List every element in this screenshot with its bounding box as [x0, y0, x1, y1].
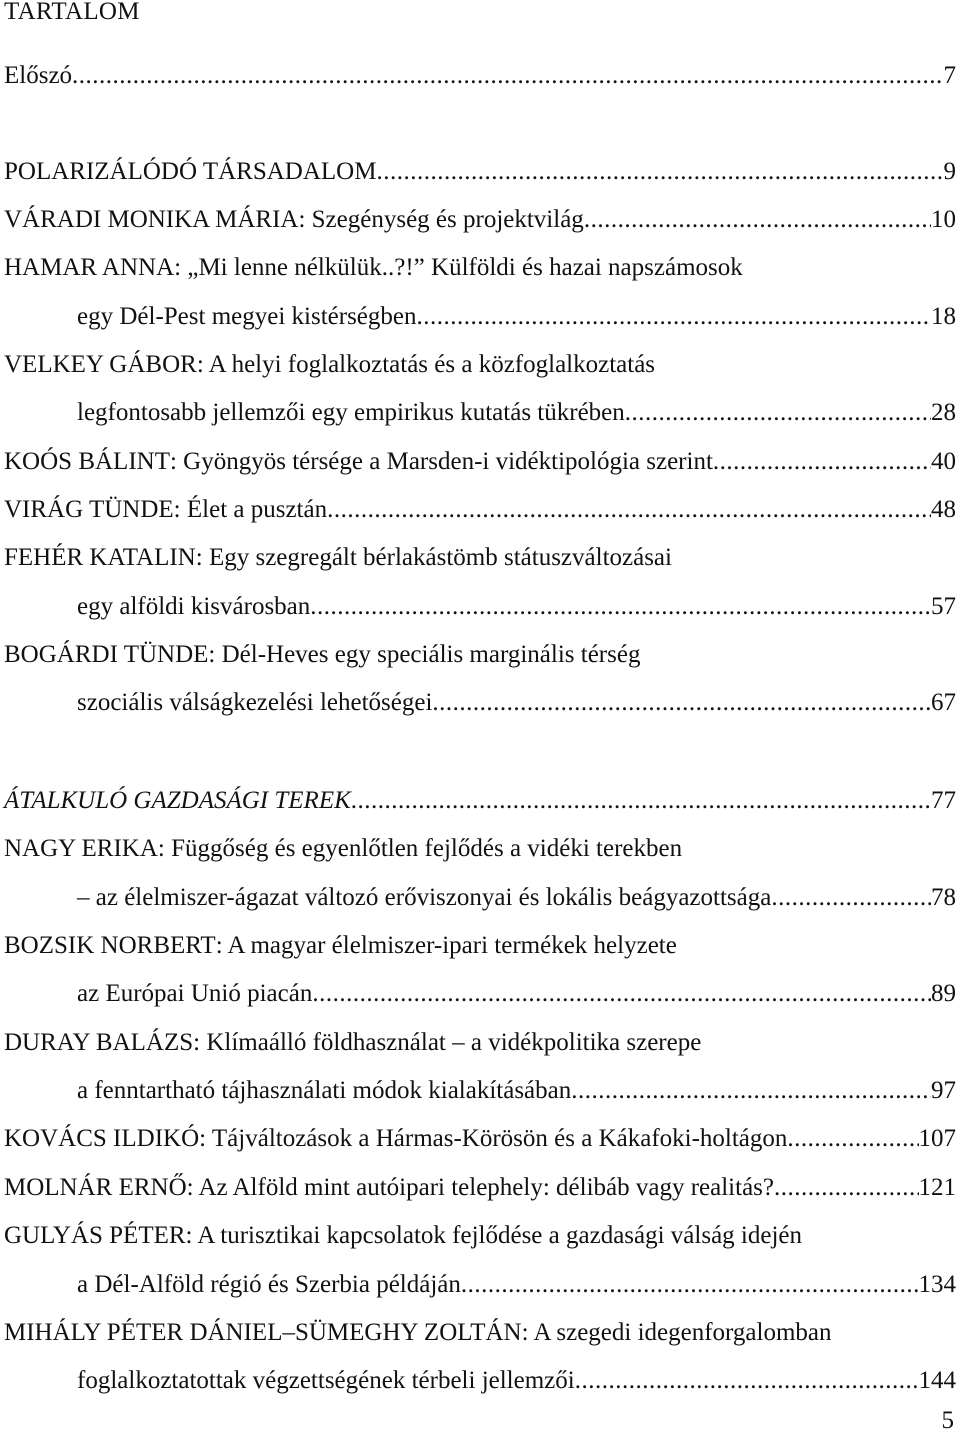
entry-author: HAMAR ANNA: [4, 254, 175, 281]
entry-title: A szegedi idegenforgalomban: [533, 1319, 832, 1346]
toc-entry-hamar: [4, 251, 956, 285]
entry-title: Függőség és egyenlőtlen fejlődés a vidéki terekben: [171, 835, 683, 862]
entry-text: [4, 348, 655, 382]
toc-entry-continuation: [77, 1364, 956, 1398]
entry-title: Gyöngyös térsége a Marsden-i vidéktipológia szerint: [183, 448, 713, 475]
entry-text: [4, 1026, 701, 1060]
entry-title: Az Alföld mint autóipari telephely: délibáb vagy realitás?: [198, 1174, 774, 1201]
page-number: 9: [943, 158, 956, 185]
page-number: 48: [931, 496, 956, 523]
author-separator: :: [193, 1029, 201, 1056]
toc-entry-continuation: [77, 686, 956, 720]
leader-dots: [571, 1074, 931, 1108]
entry-title-continuation: egy alföldi kisvárosban: [77, 593, 311, 620]
entry-title: Szegénység és projektvilág: [311, 206, 584, 233]
entry-title-continuation: a Dél-Alföld régió és Szerbia példáján: [77, 1271, 461, 1298]
toc-entry-virag: [4, 493, 956, 527]
author-separator: :: [157, 835, 165, 862]
toc-section-polarizalodo: [4, 155, 956, 189]
entry-title: Dél-Heves egy speciális marginális térség: [221, 641, 641, 668]
entry-title-continuation: foglalkoztatottak végzettségének térbeli jellemzői: [77, 1367, 575, 1394]
toc-entry-duray: [4, 1026, 956, 1060]
page-number: 10: [931, 206, 956, 233]
leader-dots: [787, 1122, 918, 1156]
page-number: 28: [931, 399, 956, 426]
folio-page-number: 5: [941, 1407, 954, 1434]
leader-dots: [774, 1171, 919, 1205]
author-separator: :: [195, 544, 203, 571]
toc-entry-bozsik: [4, 929, 956, 963]
author-separator: :: [174, 254, 182, 281]
entry-text: [4, 445, 713, 479]
entry-author: BOGÁRDI TÜNDE: [4, 641, 209, 668]
leader-dots: [351, 784, 931, 818]
author-separator: :: [186, 1174, 194, 1201]
leader-dots: [625, 396, 931, 430]
entry-text: [4, 929, 677, 963]
toc-entry-gulyas: [4, 1219, 956, 1253]
entry-title-continuation: szociális válságkezelési lehetőségei: [77, 689, 433, 716]
leader-dots: [327, 493, 931, 527]
toc-heading: TARTALOM: [4, 0, 140, 25]
entry-title: Egy szegregált bérlakástömb státuszváltozásai: [208, 544, 672, 571]
leader-dots: [376, 155, 943, 189]
page-number: 78: [931, 884, 956, 911]
page-number: 89: [931, 980, 956, 1007]
entry-title-continuation: – az élelmiszer-ágazat változó erőviszonyai és lokális beágyazottsága: [77, 884, 772, 911]
entry-title: A helyi foglalkoztatás és a közfoglalkoztatás: [208, 351, 656, 378]
entry-author: BOZSIK NORBERT: [4, 932, 216, 959]
author-separator: :: [215, 932, 223, 959]
entry-author: GULYÁS PÉTER: [4, 1222, 186, 1249]
entry-text: [4, 1316, 832, 1350]
section-title: POLARIZÁLÓDÓ TÁRSADALOM: [4, 158, 377, 185]
toc-entry-varadi: [4, 203, 956, 237]
entry-title: Klímaálló földhasználat – a vidékpolitika szerepe: [206, 1029, 702, 1056]
entry-author: MOLNÁR ERNŐ: [4, 1174, 187, 1201]
toc-entry-velkey: [4, 348, 956, 382]
toc-entry-continuation: [77, 1074, 956, 1108]
page-number: 18: [931, 303, 956, 330]
entry-title-continuation: legfontosabb jellemzői egy empirikus kutatás tükrében: [77, 399, 625, 426]
toc-entry-kovacs: [4, 1122, 956, 1156]
author-separator: :: [173, 496, 181, 523]
toc-entry-continuation: [77, 1268, 956, 1302]
leader-dots: [461, 1268, 919, 1302]
toc-entry-continuation: [77, 881, 956, 915]
page-number: 7: [943, 62, 956, 89]
toc-entry-continuation: [77, 590, 956, 624]
page-number: 77: [931, 787, 956, 814]
leader-dots: [72, 59, 943, 93]
entry-title: A turisztikai kapcsolatok fejlődése a gazdasági válság idején: [197, 1222, 803, 1249]
entry-title: Előszó: [4, 62, 73, 89]
entry-text: [4, 1219, 802, 1253]
entry-text: [4, 493, 327, 527]
entry-author: KOVÁCS ILDIKÓ: [4, 1125, 200, 1152]
entry-text: [4, 1171, 774, 1205]
entry-text: [4, 541, 672, 575]
toc-entry-feher: [4, 541, 956, 575]
entry-title: Élet a pusztán: [186, 496, 328, 523]
entry-author: VÁRADI MONIKA MÁRIA: [4, 206, 299, 233]
author-separator: :: [196, 351, 204, 378]
toc-entry-bogardi: [4, 638, 956, 672]
page-number: 67: [931, 689, 956, 716]
page-number: 134: [918, 1271, 956, 1298]
author-separator: :: [298, 206, 306, 233]
toc-entry-continuation: [77, 396, 956, 430]
author-separator: :: [169, 448, 177, 475]
toc-entry-continuation: [77, 977, 956, 1011]
toc-entry-continuation: [77, 300, 956, 334]
author-separator: :: [208, 641, 216, 668]
entry-author: VIRÁG TÜNDE: [4, 496, 174, 523]
page-number: 144: [918, 1367, 956, 1394]
entry-title: A magyar élelmiszer-ipari termékek helyzete: [227, 932, 677, 959]
author-separator: :: [199, 1125, 207, 1152]
entry-text: [4, 203, 584, 237]
entry-title: Tájváltozások a Hármas-Körösön és a Kákafoki-holtágon: [211, 1125, 788, 1152]
entry-author: NAGY ERIKA: [4, 835, 158, 862]
leader-dots: [312, 977, 931, 1011]
leader-dots: [432, 686, 931, 720]
entry-text: [4, 1122, 787, 1156]
page-number: 121: [918, 1174, 956, 1201]
leader-dots: [584, 203, 931, 237]
toc-entry-koos: [4, 445, 956, 479]
leader-dots: [310, 590, 931, 624]
leader-dots: [417, 300, 932, 334]
entry-author: DURAY BALÁZS: [4, 1029, 194, 1056]
toc-entry-nagy: [4, 832, 956, 866]
toc-entry-mihaly: [4, 1316, 956, 1350]
page-number: 97: [931, 1077, 956, 1104]
leader-dots: [771, 881, 931, 915]
entry-title-continuation: a fenntartható tájhasználati módok kialakításában: [77, 1077, 572, 1104]
author-separator: :: [521, 1319, 529, 1346]
entry-author: VELKEY GÁBOR: [4, 351, 197, 378]
entry-author: KOÓS BÁLINT: [4, 448, 170, 475]
toc-section-atalakulo: [4, 784, 956, 818]
entry-author: MIHÁLY PÉTER DÁNIEL–SÜMEGHY ZOLTÁN: [4, 1319, 522, 1346]
entry-text: [4, 638, 640, 672]
page-number: 57: [931, 593, 956, 620]
section-title: ÁTALKULÓ GAZDASÁGI TEREK: [4, 787, 351, 814]
entry-text: [4, 832, 682, 866]
entry-text: [4, 251, 743, 285]
entry-title: „Mi lenne nélkülük..?!” Külföldi és hazai napszámosok: [187, 254, 743, 281]
leader-dots: [575, 1364, 919, 1398]
toc-entry-molnar: [4, 1171, 956, 1205]
toc-entry-eloszo: [4, 59, 956, 93]
entry-title-continuation: egy Dél-Pest megyei kistérségben: [77, 303, 417, 330]
entry-author: FEHÉR KATALIN: [4, 544, 196, 571]
page-number: 40: [931, 448, 956, 475]
leader-dots: [713, 445, 931, 479]
page-number: 107: [918, 1125, 956, 1152]
entry-title-continuation: az Európai Unió piacán: [77, 980, 313, 1007]
author-separator: :: [185, 1222, 193, 1249]
